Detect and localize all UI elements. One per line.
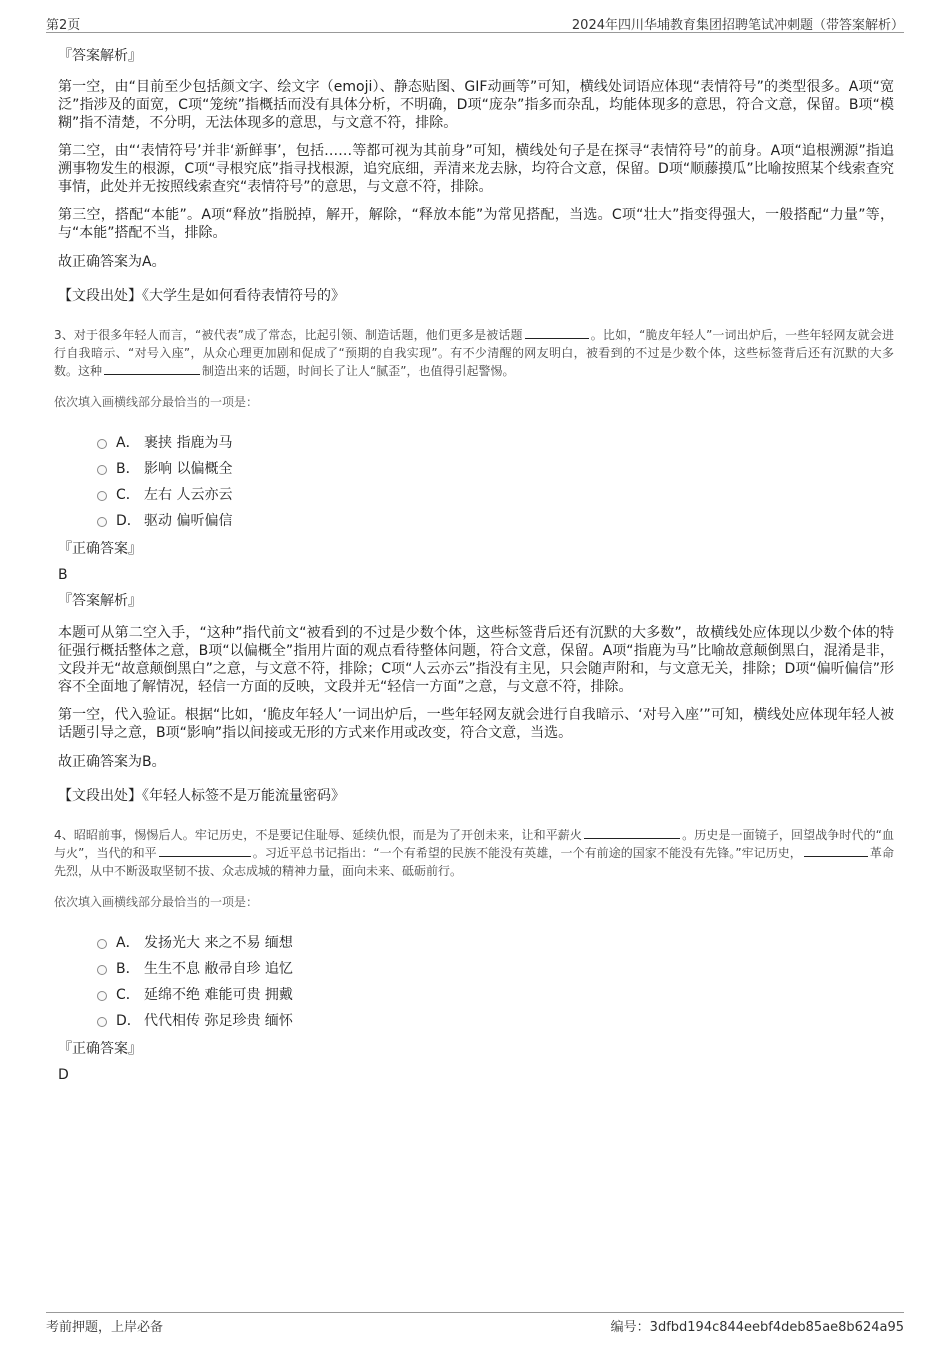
q3-text-part-1: 3、对于很多年轻人而言，“被代表”成了常态，比起引领、制造话题，他们更多是被话题: [54, 328, 523, 342]
q3-blank-1: [525, 326, 589, 339]
option-text: 延绵不绝 难能可贵 拥戴: [144, 987, 293, 1003]
q3-prompt: 依次填入画横线部分最恰当的一项是：: [54, 395, 259, 409]
q3-text-part-3: 制造出来的话题，时间长了让人“腻歪”，也值得引起警惕。: [202, 364, 515, 378]
q4-answer: D: [58, 1067, 69, 1083]
q3-options: [58, 430, 894, 534]
option-letter: A．: [116, 935, 140, 951]
q3-conclusion: 故正确答案为B。: [58, 754, 166, 770]
radio-icon[interactable]: [97, 439, 107, 449]
q3-analysis-para-2: 第一空，代入验证。根据“比如，‘脆皮年轻人’一词出炉后，一些年轻网友就会进行自我暗示、‘对号入座’”可知，横线处应体现年轻人被话题引导之意，B项“影响”指以间接或无形的方式来作用或改变，符合文意，当选。: [58, 707, 894, 741]
q4-blank-2: [159, 844, 251, 857]
radio-icon[interactable]: [97, 965, 107, 975]
q4-option-c[interactable]: [58, 982, 894, 1008]
q4-text-part-3: 。习近平总书记指出：“一个有希望的民族不能没有英雄，一个有前途的国家不能没有先锋。”牢记历史，: [252, 846, 802, 860]
q2-source: 【文段出处】《大学生是如何看待表情符号的》: [58, 288, 345, 304]
radio-icon[interactable]: [97, 517, 107, 527]
q3-answer-label: 『正确答案』: [58, 541, 142, 557]
q2-conclusion: 故正确答案为A。: [58, 254, 166, 270]
document-title: 2024年四川华埔教育集团招聘笔试冲刺题（带答案解析）: [571, 18, 904, 33]
option-text: 生生不息 敝帚自珍 追忆: [144, 961, 293, 977]
option-text: 代代相传 弥足珍贵 缅怀: [144, 1013, 293, 1029]
page-header: [46, 12, 904, 33]
q4-option-a[interactable]: [58, 930, 894, 956]
q3-blank-2: [104, 362, 200, 375]
q2-analysis-para-1: 第一空，由“目前至少包括颜文字、绘文字（emoji）、静态贴图、GIF动画等”可知，横线处词语应体现“表情符号”的类型很多。A项“宽泛”指涉及的面宽，C项“笼统”指概括而没有具体分析，不明确，D项“庞杂”指多而杂乱，均能体现多的意思，符合文意，保留。B项“模糊”指不清楚，不分明，无法体现多的意思，与文意不符，排除。: [58, 79, 894, 131]
q3-analysis-label: 『答案解析』: [58, 593, 142, 609]
option-text: 左右 人云亦云: [144, 487, 233, 503]
document-code-value: 3dfbd194c844eebf4deb85ae8b624a95: [649, 1320, 904, 1335]
q4-prompt: 依次填入画横线部分最恰当的一项是：: [54, 895, 259, 909]
q4-text-part-1: 4、昭昭前事，惕惕后人。牢记历史，不是要记住耻辱、延续仇恨，而是为了开创未来，让和平薪火: [54, 828, 582, 842]
option-text: 驱动 偏听偏信: [144, 513, 233, 529]
document-code: [611, 1316, 904, 1335]
q2-analysis-para-2: 第二空，由“‘表情符号’并非‘新鲜事’，包括……等都可视为其前身”可知，横线处句子是在探寻“表情符号”的前身。A项“追根溯源”指追溯事物发生的根源，C项“寻根究底”指寻找根源，追究底细，弄清来龙去脉，均符合文意，保留。D项“顺藤摸瓜”比喻按照某个线索查究事情，此处并无按照线索查究“表情符号”的意思，与文意不符，排除。: [58, 143, 894, 195]
q4-text-part-2: 。历史是一面镜子，回望战争时代的“血与火”，当代的和平: [54, 828, 895, 860]
q4-question-text: [54, 826, 894, 880]
option-letter: D．: [116, 1013, 141, 1029]
option-text: 影响 以偏概全: [144, 461, 233, 477]
q4-option-d[interactable]: [58, 1008, 894, 1034]
q3-question-text: [54, 326, 894, 380]
page-content: [54, 46, 895, 1092]
option-text: 发扬光大 来之不易 缅想: [144, 935, 293, 951]
radio-icon[interactable]: [97, 939, 107, 949]
option-letter: B．: [116, 961, 140, 977]
q2-analysis-label: 『答案解析』: [58, 48, 142, 64]
q3-option-b[interactable]: [58, 456, 894, 482]
q4-answer-label: 『正确答案』: [58, 1041, 142, 1057]
radio-icon[interactable]: [97, 491, 107, 501]
radio-icon[interactable]: [97, 465, 107, 475]
option-letter: D．: [116, 513, 141, 529]
q3-option-a[interactable]: [58, 430, 894, 456]
option-letter: C．: [116, 487, 140, 503]
page-number: 第2页: [46, 18, 81, 33]
q2-analysis-para-3: 第三空，搭配“本能”。A项“释放”指脱掉，解开，解除，“释放本能”为常见搭配，当选。C项“壮大”指变得强大，一般搭配“力量”等，与“本能”搭配不当，排除。: [58, 207, 894, 241]
q3-source: 【文段出处】《年轻人标签不是万能流量密码》: [58, 788, 345, 804]
q3-analysis-para-1: 本题可从第二空入手，“这种”指代前文“被看到的不过是少数个体，这些标签背后还有沉默的大多数”，故横线处应体现以少数个体的特征强行概括整体之意，B项“以偏概全”指用片面的观点看待整体问题，符合文意，保留。A项“指鹿为马”比喻故意颠倒黑白，混淆是非，文段并无“故意颠倒黑白”之意，与文意不符，排除；C项“人云亦云”指没有主见，只会随声附和，与文意无关，排除；D项“偏听偏信”形容不全面地了解情况，轻信一方面的反映，文段并无“轻信一方面”之意，与文意不符，排除。: [58, 625, 894, 695]
option-letter: A．: [116, 435, 140, 451]
q4-option-b[interactable]: [58, 956, 894, 982]
radio-icon[interactable]: [97, 1017, 107, 1027]
radio-icon[interactable]: [97, 991, 107, 1001]
q3-answer: B: [58, 567, 68, 583]
option-text: 裹挟 指鹿为马: [144, 435, 233, 451]
option-letter: B．: [116, 461, 140, 477]
page-footer: [46, 1312, 904, 1335]
q4-blank-3: [804, 844, 868, 857]
document-code-label: 编号：: [610, 1320, 650, 1335]
q3-option-d[interactable]: [58, 508, 894, 534]
q4-text-part-4: 革命先烈，从中不断汲取坚韧不拔、众志成城的精神力量，面向未来、砥砺前行。: [54, 846, 894, 878]
q4-options: [58, 930, 894, 1034]
footer-slogan: 考前押题，上岸必备: [46, 1320, 164, 1335]
q3-text-part-2: 。比如，“脆皮年轻人”一词出炉后，一些年轻网友就会进行自我暗示、“对号入座”，从众心理更加剧和促成了“预期的自我实现”。有不少清醒的网友明白，被看到的不过是少数个体，这些标签背后还有沉默的大多数。这种: [54, 328, 894, 378]
q3-option-c[interactable]: [58, 482, 894, 508]
option-letter: C．: [116, 987, 140, 1003]
q4-blank-1: [584, 826, 680, 839]
